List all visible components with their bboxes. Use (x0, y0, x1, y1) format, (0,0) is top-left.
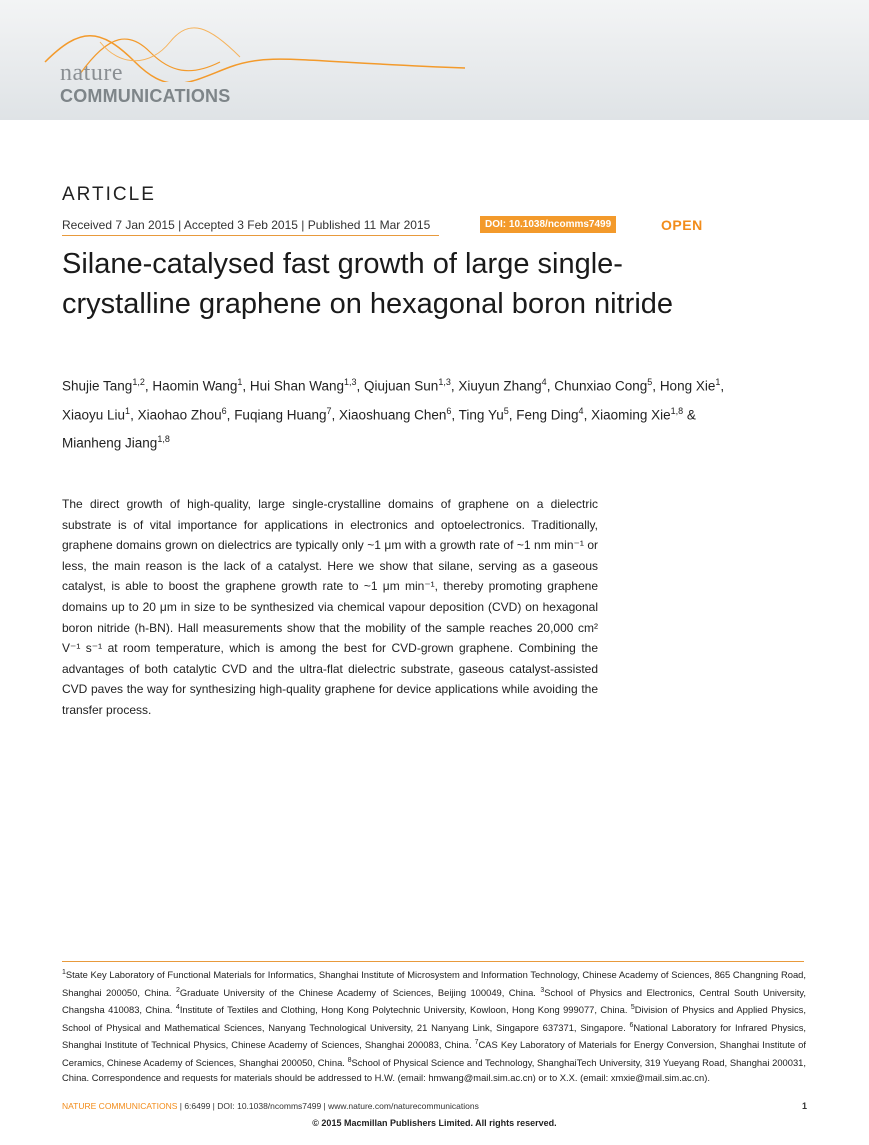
author-affiliation-marker: 7 (326, 405, 332, 416)
author-affiliation-marker: 1,8 (670, 405, 684, 416)
copyright-notice: © 2015 Macmillan Publishers Limited. All rights reserved. (312, 1118, 557, 1128)
dates-underline (62, 235, 439, 236)
footer-journal-name: NATURE COMMUNICATIONS (62, 1101, 178, 1111)
author-name: Xiaoming Xie (591, 407, 671, 422)
affiliation-entry: CAS Key Laboratory of Materials for Energy Conversion, Shanghai Institute of Ceramics, Chinese Academy of Sciences, Shanghai 200050, China. (62, 1039, 806, 1068)
author-affiliation-marker: 1 (125, 405, 131, 416)
author-name: Hong Xie (659, 378, 716, 394)
author-affiliation-marker: 5 (647, 377, 653, 387)
article-title: Silane-catalysed fast growth of large single-crystalline graphene on hexagonal boron nitride (62, 248, 674, 320)
affiliation-number: 6 (629, 1021, 634, 1029)
page-number: 1 (801, 1101, 807, 1111)
author-affiliation-marker: 1 (237, 377, 243, 387)
affiliation-number: 5 (630, 1004, 635, 1012)
author-affiliation-marker: 4 (541, 377, 547, 387)
author-name: Xiuyun Zhang (458, 378, 542, 394)
affiliations-text (62, 965, 806, 1086)
author-affiliation-marker: 4 (578, 405, 584, 416)
author-name: Hui Shan Wang (249, 378, 344, 394)
open-access-label: OPEN (661, 217, 703, 233)
affiliation-number: 8 (347, 1056, 352, 1064)
author-affiliation-marker: 6 (446, 405, 452, 416)
author-name: Qiujuan Sun (364, 378, 439, 394)
affiliation-number: 4 (175, 1004, 180, 1012)
affiliation-number: 1 (62, 969, 66, 976)
author-affiliation-marker: 1,3 (438, 377, 451, 387)
publication-dates: Received 7 Jan 2015 | Accepted 3 Feb 2015 | Published 11 Mar 2015 (62, 218, 431, 232)
affiliation-entry: Institute of Textiles and Clothing, Hong Kong Polytechnic University, Kowloon, Hong Kong 999077, China. (179, 1004, 631, 1016)
abstract-text: The direct growth of high-quality, large single-crystalline domains of graphene on a dielectric substrate is of vital importance for applications in electronics and optoelectronics. Traditionally, graphene domains grown on dielectrics are typically only ~1 μm with a growth rate of ~1 nm min⁻¹ or less, the main reason is the lack of a catalyst. Here we show that silane, serving as a gaseous catalyst, is able to boost the graphene growth rate to ~1 μm min⁻¹, thereby promoting graphene domains up to 20 μm in size to be synthesized via chemical vapour deposition (CVD) on hexagonal boron nitride (h-BN). Hall measurements show that the mobility of the sample reaches 20,000 cm² V⁻¹ s⁻¹ at room temperature, which is among the best for CVD-grown graphene. Combining the advantages of both catalytic CVD and the ultra-flat dielectric substrate, gaseous catalyst-assisted CVD paves the way for synthesizing high-quality graphene for device applications while avoiding the transfer process. (62, 497, 598, 717)
affiliation-entry: National Laboratory for Infrared Physics, Shanghai Institute of Technical Physics, Chinese Academy of Sciences, Shanghai 200083, China. (62, 1021, 806, 1051)
author-name: Fuqiang Huang (234, 407, 327, 422)
doi-badge[interactable]: DOI: 10.1038/ncomms7499 (480, 216, 616, 233)
journal-header (0, 0, 869, 120)
footer-citation[interactable]: | 6:6499 | DOI: 10.1038/ncomms7499 | www.nature.com/naturecommunications (177, 1101, 479, 1111)
affiliation-entry: Graduate University of the Chinese Academy of Sciences, Beijing 100049, China. (179, 986, 541, 998)
affiliation-entry: School of Physics and Electronics, Central South University, Changsha 410083, China. (62, 986, 806, 1016)
author-affiliation-marker: 1,3 (343, 377, 357, 387)
author-affiliation-marker: 6 (221, 405, 227, 416)
page-footer (62, 1101, 807, 1111)
affiliation-number: 3 (540, 986, 545, 994)
author-name: Feng Ding (516, 407, 579, 422)
author-name: Shujie Tang (62, 378, 133, 394)
author-name: Xiaoyu Liu (62, 407, 126, 422)
logo-communications-text: COMMUNICATIONS (60, 86, 231, 106)
affiliation-number: 7 (474, 1039, 479, 1047)
affiliation-entry: State Key Laboratory of Functional Materials for Informatics, Shanghai Institute of Microsystem and Information Technology, Chinese Academy of Sciences, 865 Changning Road, Shanghai 200050, China. (62, 969, 806, 998)
affiliation-entry: Division of Physics and Applied Physics, School of Physical and Mathematical Sciences, Nanyang Technological University, 21 Nanyang Link, Singapore 637371, Singapore. (62, 1004, 806, 1033)
affiliations-divider (62, 961, 804, 962)
author-name: Chunxiao Cong (554, 378, 648, 394)
author-name: Xiaoshuang Chen (339, 407, 447, 422)
publication-info-row (62, 216, 712, 236)
author-affiliation-marker: 5 (503, 405, 509, 416)
article-type-label: ARTICLE (62, 184, 156, 205)
author-affiliation-marker: 1 (715, 377, 721, 387)
author-name: Mianheng Jiang (62, 435, 158, 451)
author-name: Ting Yu (458, 407, 504, 422)
author-affiliation-marker: 1,2 (132, 377, 145, 387)
affiliation-entry: School of Physical Science and Technology, ShanghaiTech University, 319 Yueyang Road, Shanghai 200031, China. Correspondence and requests for materials should be addressed to H.W. (email: hmwang@mail.sim.ac.cn) or to X.X. (email: xmxie@mail.sim.ac.cn). (62, 1056, 806, 1084)
affiliation-number: 2 (175, 986, 180, 994)
logo-nature-text: nature (60, 60, 123, 86)
author-list: Shujie Tang$^{1,2}$, Haomin Wang$^1$, Hui Shan Wang$^{1,3}$, Qiujuan Sun$^{1,3}$, Xiuyun Zhang$^4$, Chunxiao Cong$^5$, Hong Xie$^1$, Xiaoyu Liu$^1$, Xiaohao Zhou$^6$, Fuqiang Huang$^7$, Xiaoshuang Chen$^6$, Ting Yu$^5$, Feng Ding$^4$, Xiaoming Xie$^{1,8}$ & Mianheng Jiang$^{1,8}$ (62, 377, 725, 451)
author-name: Xiaohao Zhou (137, 407, 222, 422)
affiliations (62, 965, 806, 1086)
author-name: Haomin Wang (152, 378, 238, 394)
author-affiliation-marker: 1,8 (157, 434, 170, 444)
abstract (62, 494, 598, 721)
